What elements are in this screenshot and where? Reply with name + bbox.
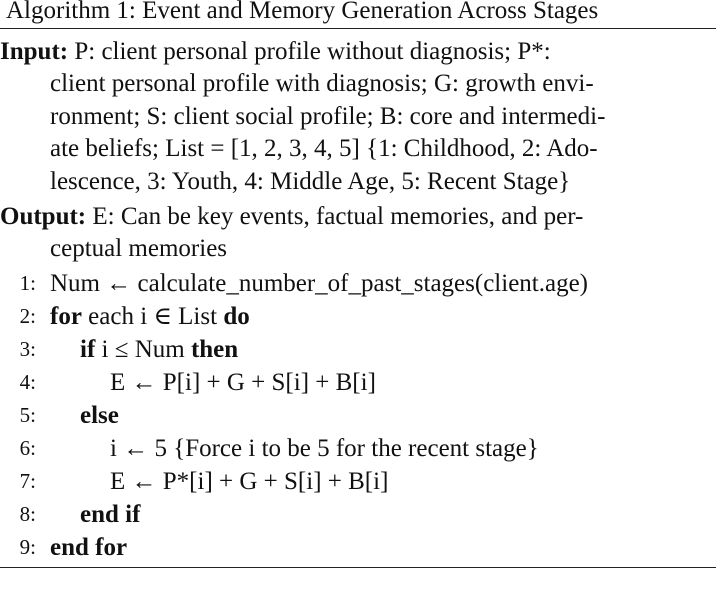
- step-number: 1:: [19, 271, 36, 295]
- step-text: else: [80, 402, 119, 429]
- output-line-2: ceptual memories: [50, 235, 228, 262]
- step-text: end if: [80, 501, 141, 528]
- input-line-5: lescence, 3: Youth, 4: Middle Age, 5: Recent Stage}: [50, 168, 571, 195]
- step-number: 4:: [19, 370, 36, 394]
- top-rule: [0, 28, 716, 29]
- step-text: if i ≤ Num then: [80, 336, 239, 363]
- step-text: E ← P*[i] + G + S[i] + B[i]: [110, 468, 389, 495]
- output-label: Output:: [0, 203, 87, 230]
- step-text: Num ← calculate_number_of_past_stages(client.age): [50, 270, 589, 297]
- step-number: 6:: [19, 436, 36, 460]
- step-text: for each i ∈ List do: [50, 303, 250, 330]
- algorithm-title: Algorithm 1: Event and Memory Generation Across Stages: [6, 0, 599, 24]
- input-label: Input:: [0, 38, 69, 65]
- input-line-2: client personal profile with diagnosis; G: growth envi-: [50, 70, 594, 97]
- step-number: 3:: [19, 337, 36, 361]
- step-text: E ← P[i] + G + S[i] + B[i]: [110, 369, 376, 396]
- step-number: 9:: [19, 535, 36, 559]
- input-line-3: ronment; S: client social profile; B: core and intermedi-: [50, 103, 606, 130]
- input-line-1: [0, 36, 551, 69]
- step-number: 8:: [19, 502, 36, 526]
- bottom-rule: [0, 567, 716, 568]
- step-number: 2:: [19, 304, 36, 328]
- step-text: end for: [50, 534, 128, 561]
- output-text-1: E: Can be key events, factual memories, and per-: [92, 203, 584, 230]
- output-line-1: [0, 201, 583, 234]
- input-text-1: P: client personal profile without diagnosis; P*:: [74, 38, 551, 65]
- step-number: 5:: [19, 403, 36, 427]
- step-number: 7:: [19, 469, 36, 493]
- input-line-4: ate beliefs; List = [1, 2, 3, 4, 5] {1: Childhood, 2: Ado-: [50, 135, 598, 162]
- step-text: i ← 5 {Force i to be 5 for the recent stage}: [110, 435, 539, 462]
